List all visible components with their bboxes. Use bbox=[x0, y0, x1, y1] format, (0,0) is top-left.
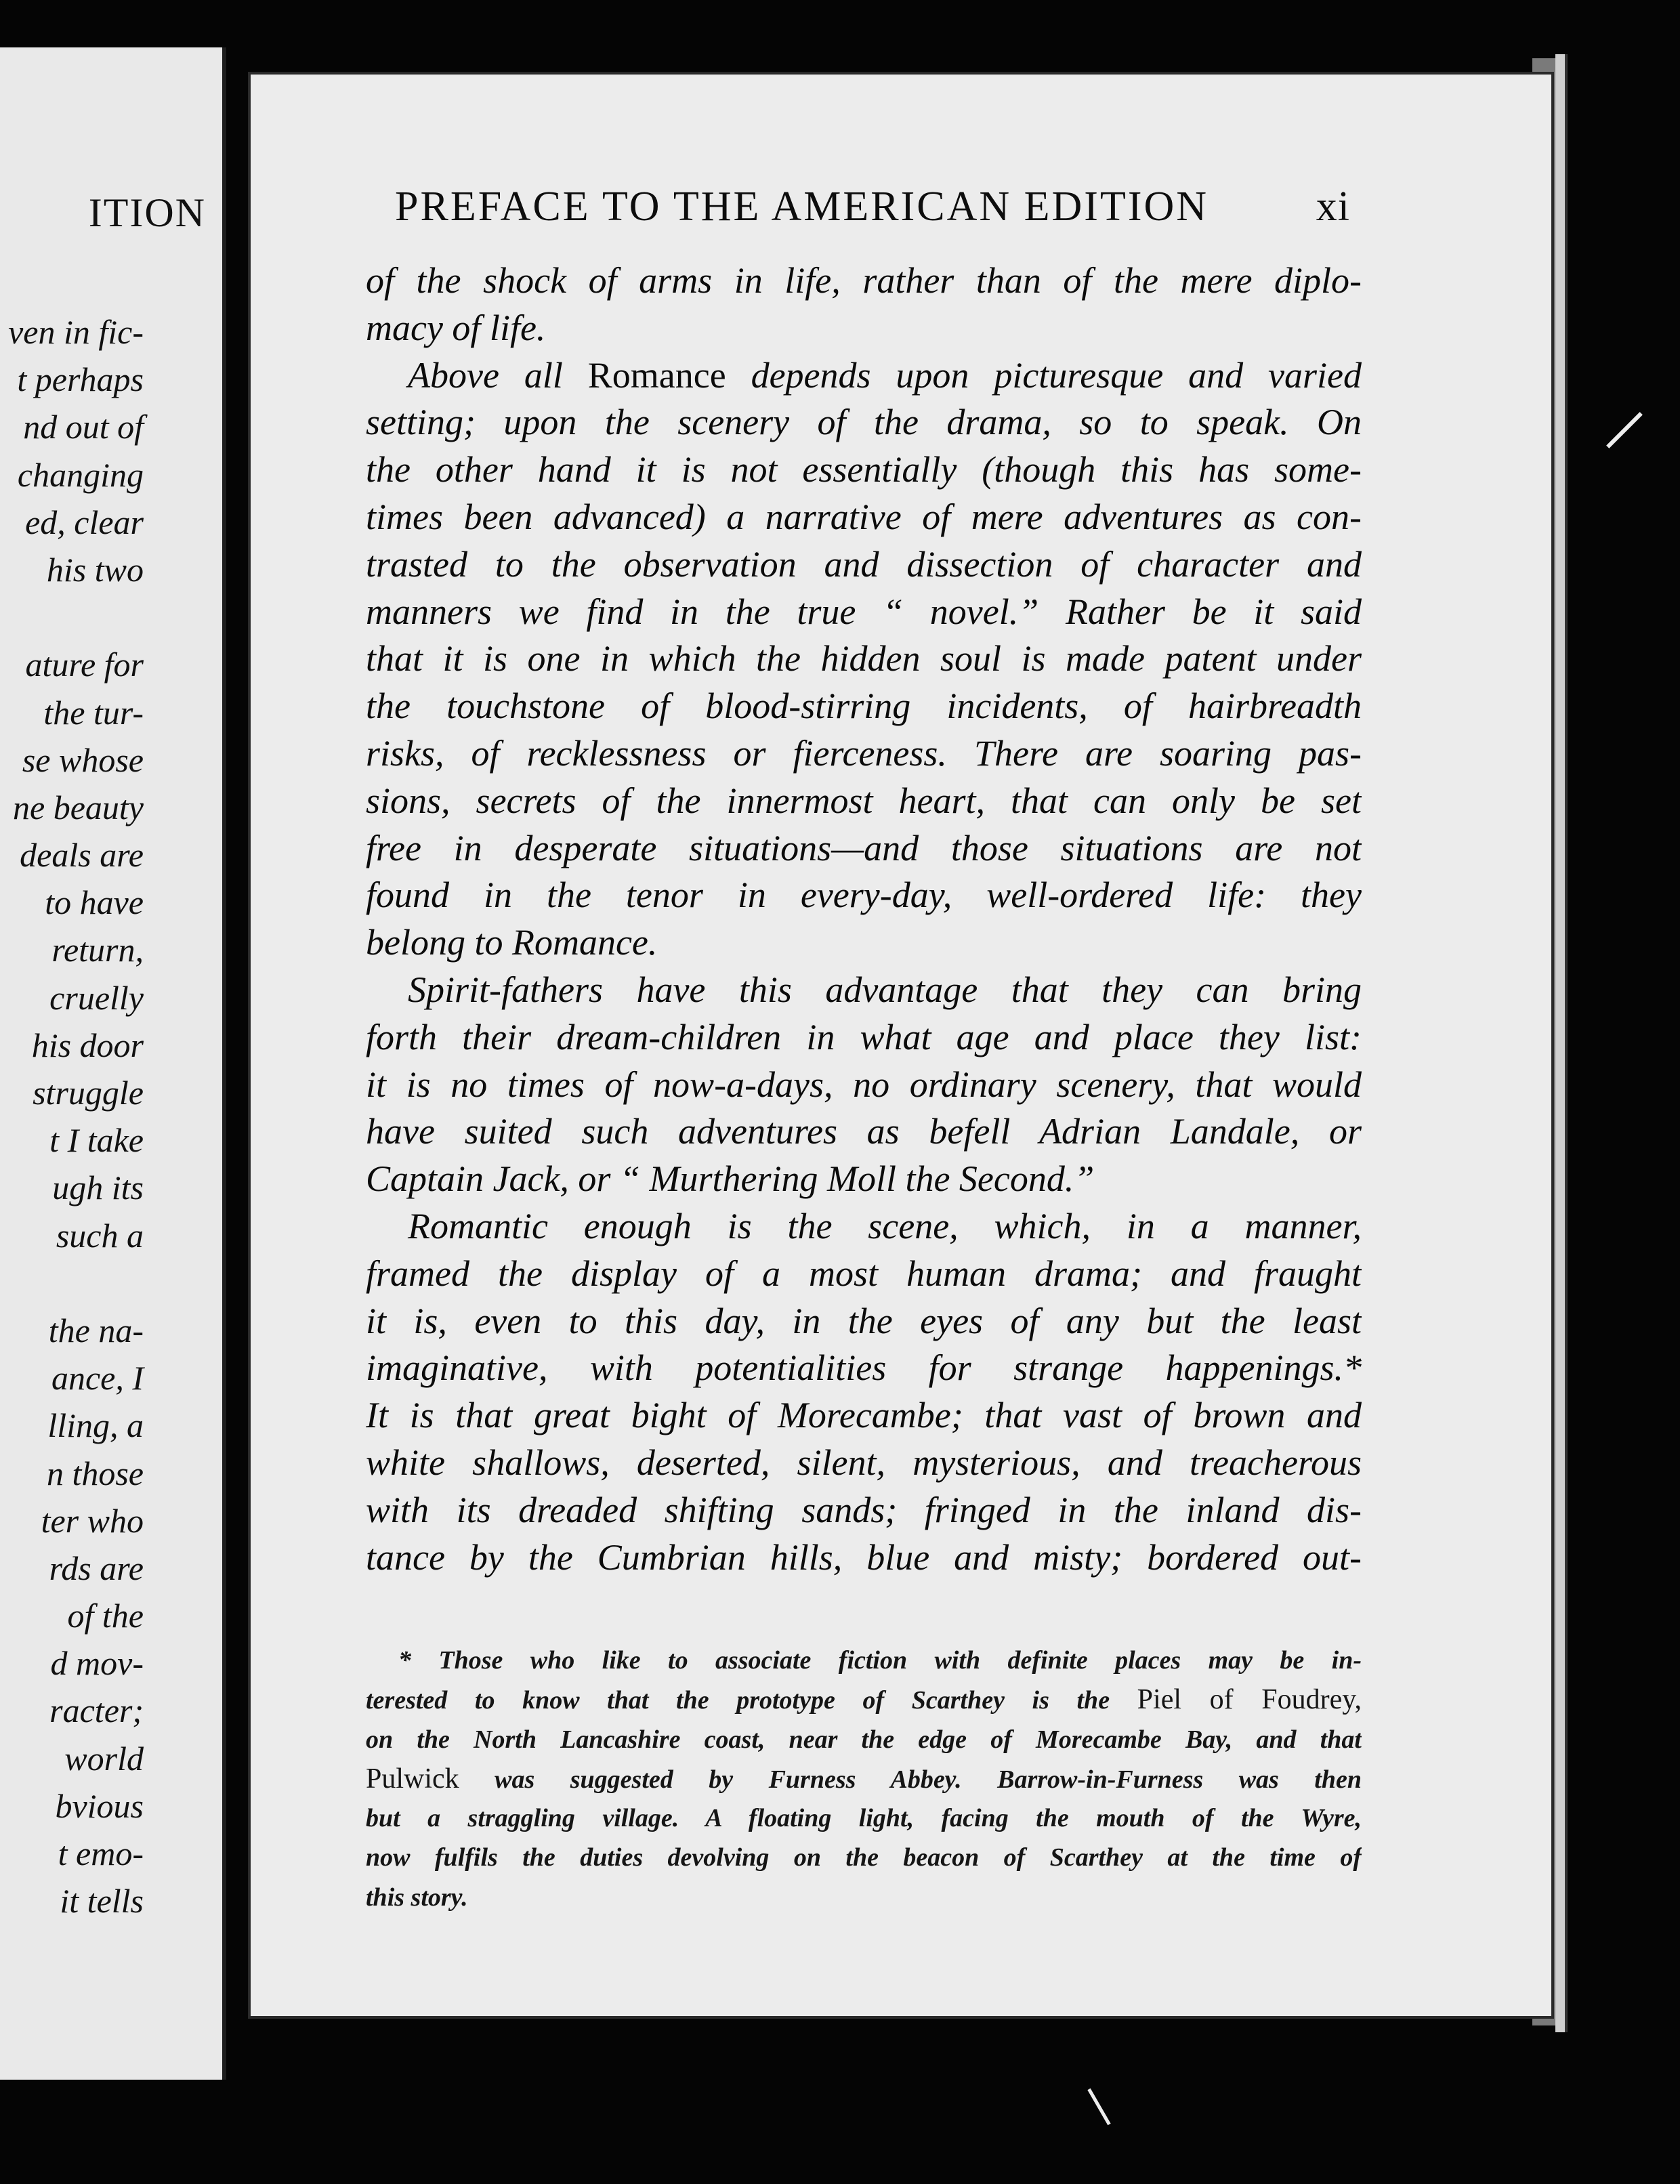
left-text-line: ter who bbox=[41, 1501, 144, 1540]
text-line: tance by the Cumbrian hills, blue and misty; bordered out- bbox=[366, 1536, 1362, 1578]
left-text-line: t I take bbox=[49, 1121, 144, 1160]
text-line: framed the display of a most human drama; and fraught bbox=[366, 1253, 1362, 1294]
left-text-line: changing bbox=[17, 455, 144, 494]
text-run: Pulwick bbox=[366, 1763, 459, 1794]
text-line: found in the tenor in every-day, well-ordered life: they bbox=[366, 875, 1362, 916]
left-text-line: bvious bbox=[55, 1786, 144, 1825]
left-text-line: such a bbox=[56, 1216, 144, 1255]
left-text-line: n those bbox=[46, 1454, 144, 1492]
left-text-line: ugh its bbox=[52, 1169, 144, 1207]
text-line: it is, even to this day, in the eyes of any but the least bbox=[366, 1300, 1362, 1341]
left-text-line: return, bbox=[51, 931, 144, 969]
left-text-line: racter; bbox=[49, 1692, 144, 1730]
body-text bbox=[366, 257, 1362, 1581]
footnote bbox=[366, 1641, 1362, 1917]
left-text-line: ven in fic- bbox=[8, 313, 144, 351]
text-line: It is that great bight of Morecambe; that vast of brown and bbox=[366, 1395, 1362, 1436]
text-line: that it is one in which the hidden soul is made patent under bbox=[366, 638, 1362, 679]
text-line: imaginative, with potentialities for strange happenings.* bbox=[366, 1347, 1362, 1389]
scan-mark bbox=[1087, 2088, 1110, 2125]
left-text-line: struggle bbox=[33, 1074, 144, 1112]
left-text-line: his door bbox=[31, 1026, 144, 1064]
left-text-line: of the bbox=[67, 1597, 144, 1635]
text-line: the touchstone of blood-stirring incidents, of hairbreadth bbox=[366, 686, 1362, 727]
text-line: white shallows, deserted, silent, mysterious, and treacherous bbox=[366, 1442, 1362, 1483]
text-line: with its dreaded shifting sands; fringed in the inland dis- bbox=[366, 1489, 1362, 1530]
text-line: free in desperate situations—and those situations are not bbox=[366, 827, 1362, 868]
running-head bbox=[395, 183, 1350, 231]
text-run: Piel of Foudrey, bbox=[1137, 1684, 1362, 1716]
left-text-line bbox=[0, 593, 144, 641]
text-run: terested to know that the prototype of Scarthey is the bbox=[366, 1686, 1137, 1715]
footnote-line bbox=[366, 1759, 1362, 1799]
left-text-line: se whose bbox=[22, 740, 144, 779]
left-text-line: ne beauty bbox=[13, 788, 144, 826]
text-line bbox=[366, 352, 1362, 400]
text-line: trasted to the observation and dissection of character and bbox=[366, 543, 1362, 585]
left-text-line: to have bbox=[45, 883, 144, 922]
footnote-line: now fulfils the duties devolving on the beacon of Scarthey at the time of bbox=[366, 1843, 1362, 1872]
left-text-line bbox=[0, 1259, 144, 1307]
left-text-line: ed, clear bbox=[25, 503, 144, 541]
footnote-line: but a straggling village. A floating light, facing the mouth of the Wyre, bbox=[366, 1804, 1362, 1833]
left-facing-page bbox=[0, 47, 226, 2080]
text-line: macy of life. bbox=[366, 307, 546, 348]
footnote-line: this story. bbox=[366, 1883, 468, 1912]
text-line: risks, of recklessness or fierceness. There are soaring pas- bbox=[366, 732, 1362, 774]
running-head-title: PREFACE TO THE AMERICAN EDITION bbox=[395, 184, 1209, 230]
scan-mark bbox=[1606, 412, 1643, 448]
text-line: times been advanced) a narrative of mere adventures as con- bbox=[366, 496, 1362, 537]
left-text-line: his two bbox=[46, 550, 144, 589]
text-line: Spirit-fathers have this advantage that they can bring bbox=[408, 969, 1362, 1010]
text-line: setting; upon the scenery of the drama, so to speak. On bbox=[366, 402, 1362, 443]
left-text-line: the tur- bbox=[43, 693, 144, 732]
text-line: Captain Jack, or “ Murthering Moll the Second.” bbox=[366, 1158, 1095, 1200]
left-text-line: d mov- bbox=[50, 1644, 144, 1683]
text-line: belong to Romance. bbox=[366, 922, 658, 963]
footnote-line bbox=[366, 1680, 1362, 1719]
text-run: was suggested by Furness Abbey. Barrow-in-Furness was then bbox=[459, 1765, 1362, 1794]
left-text-line: cruelly bbox=[49, 978, 144, 1017]
left-text-line: ance, I bbox=[51, 1359, 144, 1398]
text-line: of the shock of arms in life, rather than of the mere diplo- bbox=[366, 260, 1362, 301]
left-text-line: ature for bbox=[25, 646, 144, 684]
page-edge bbox=[1555, 54, 1568, 2032]
text-line: Romantic enough is the scene, which, in a manner, bbox=[408, 1205, 1362, 1246]
left-text-line: t emo- bbox=[58, 1834, 144, 1872]
text-run: Above all bbox=[408, 354, 588, 396]
left-text-line: t perhaps bbox=[17, 360, 144, 399]
left-text-line: rds are bbox=[49, 1549, 144, 1587]
left-text-line: it tells bbox=[60, 1882, 144, 1920]
text-line: the other hand it is not essentially (though this has some- bbox=[366, 449, 1362, 490]
footnote-line: on the North Lancashire coast, near the edge of Morecambe Bay, and that bbox=[366, 1725, 1362, 1754]
text-run: Romance bbox=[587, 354, 726, 396]
text-line: manners we find in the true “ novel.” Rather be it said bbox=[366, 591, 1362, 632]
text-line: have suited such adventures as befell Adrian Landale, or bbox=[366, 1111, 1362, 1152]
footnote-line: * Those who like to associate fiction with definite places may be in- bbox=[398, 1646, 1362, 1675]
left-text-line: the na- bbox=[48, 1311, 144, 1349]
left-running-head: ITION bbox=[88, 190, 206, 235]
left-text-line: nd out of bbox=[23, 408, 144, 446]
text-run: depends upon picturesque and varied bbox=[726, 354, 1362, 396]
text-line: sions, secrets of the innermost heart, that can only be set bbox=[366, 780, 1362, 821]
text-line: it is no times of now-a-days, no ordinary scenery, that would bbox=[366, 1064, 1362, 1105]
left-text-line: world bbox=[64, 1739, 144, 1778]
left-text-line: deals are bbox=[20, 836, 144, 875]
left-page-text bbox=[0, 308, 144, 1925]
left-text-line: lling, a bbox=[47, 1406, 144, 1445]
text-line: forth their dream-children in what age and place they list: bbox=[366, 1016, 1362, 1057]
page-number: xi bbox=[1316, 184, 1350, 230]
